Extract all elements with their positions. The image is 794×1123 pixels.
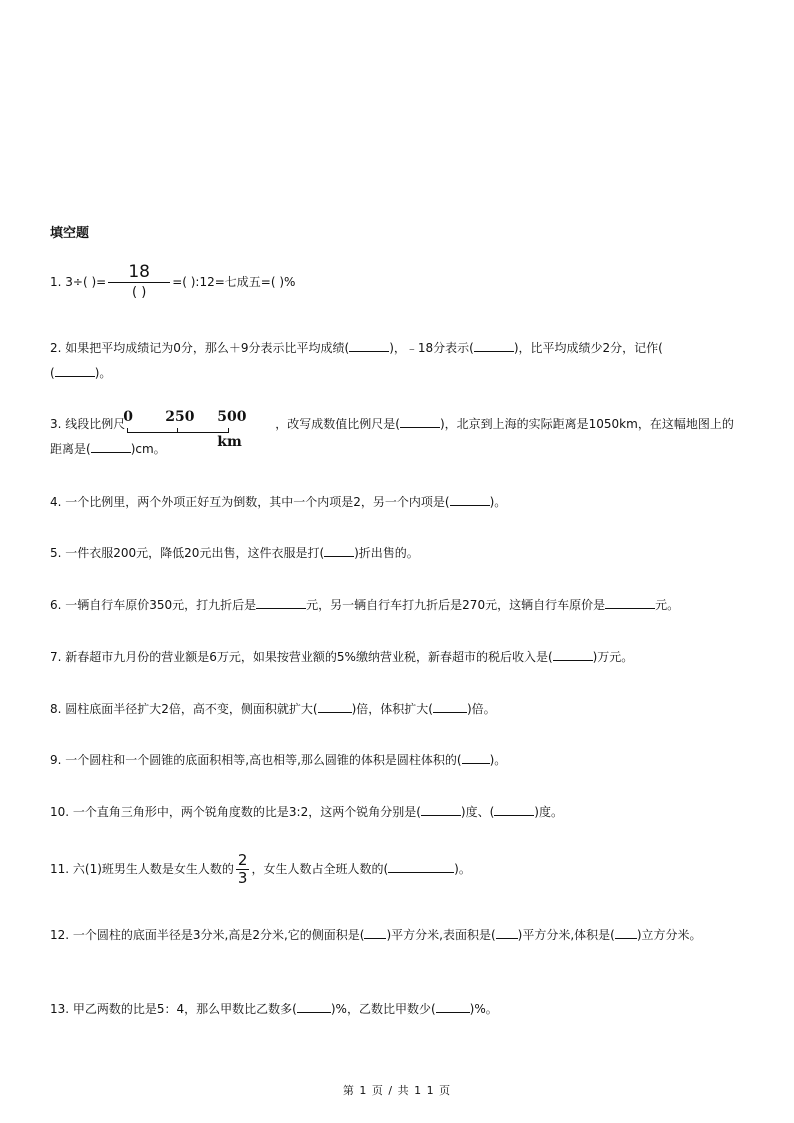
fraction: $\frac{2}{3}$	[237, 851, 248, 887]
answer-blank[interactable]	[494, 803, 534, 816]
answer-blank[interactable]	[324, 544, 354, 557]
question-9: 9. 一个圆柱和一个圆锥的底面积相等,高也相等,那么圆锥的体积是圆柱体积的( )。	[50, 753, 507, 767]
question-2: 2. 如果把平均成绩记为0分，那么＋9分表示比平均成绩( )，﹣18分表示( )，比平均成绩少2分，记作( ( )。	[50, 341, 663, 380]
answer-blank[interactable]	[91, 440, 131, 453]
answer-blank[interactable]	[474, 339, 514, 352]
question-4: 4. 一个比例里，两个外项正好互为倒数，其中一个内项是2，另一个内项是( )。	[50, 495, 507, 509]
answer-blank[interactable]	[421, 803, 461, 816]
answer-blank[interactable]	[462, 751, 490, 764]
question-5: 5. 一件衣服200元，降低20元出售，这件衣服是打( )折出售的。	[50, 546, 419, 560]
answer-blank[interactable]	[496, 926, 518, 939]
section-title: 填空题	[50, 226, 90, 241]
answer-blank[interactable]	[297, 1000, 331, 1013]
question-3: 3. 线段比例尺 0 250 500 km ，改写成数值比例尺是( )，北京到上海的实际距离是1050km，在这幅地图上的距离是( )cm。	[50, 409, 734, 456]
answer-blank[interactable]	[433, 700, 467, 713]
answer-blank[interactable]	[349, 339, 389, 352]
question-1: 1. 3÷( )= $\frac{18}{( )}$ =( ):12=七成五=( )%	[50, 262, 740, 303]
question-13: 13. 甲乙两数的比是5：4，那么甲数比乙数多( )%，乙数比甲数少( )%。	[50, 1002, 498, 1016]
line-scale-bar: 0 250 500 km	[123, 409, 247, 450]
question-10: 10. 一个直角三角形中，两个锐角度数的比是3:2，这两个锐角分别是( )度、( )度。	[50, 805, 563, 819]
answer-blank[interactable]	[605, 596, 655, 609]
answer-blank[interactable]	[364, 926, 386, 939]
answer-blank[interactable]	[55, 364, 95, 377]
answer-blank[interactable]	[256, 596, 306, 609]
question-8: 8. 圆柱底面半径扩大2倍，高不变，侧面积就扩大( )倍，体积扩大( )倍。	[50, 702, 496, 716]
answer-blank[interactable]	[615, 926, 637, 939]
answer-blank[interactable]	[450, 493, 490, 506]
question-11: 11. 六(1)班男生人数是女生人数的 $\frac{2}{3}$ ，女生人数占全班人数的( )。	[50, 851, 471, 887]
question-6: 6. 一辆自行车原价350元，打九折后是 元，另一辆自行车打九折后是270元，这辆自行车原价是 元。	[50, 598, 680, 612]
question-12: 12. 一个圆柱的底面半径是3分米,高是2分米,它的侧面积是( )平方分米,表面积是( )平方分米,体积是( )立方分米。	[50, 928, 702, 942]
answer-blank[interactable]	[400, 415, 440, 428]
answer-blank[interactable]	[436, 1000, 470, 1013]
answer-blank[interactable]	[388, 860, 454, 873]
question-7: 7. 新春超市九月份的营业额是6万元，如果按营业额的5%缴纳营业税，新春超市的税后收入是( )万元。	[50, 650, 634, 664]
answer-blank[interactable]	[318, 700, 352, 713]
fraction: $\frac{18}{( )}$	[108, 262, 170, 303]
page-footer: 第 1 页 / 共 1 1 页	[342, 1084, 452, 1097]
answer-blank[interactable]	[553, 648, 593, 661]
